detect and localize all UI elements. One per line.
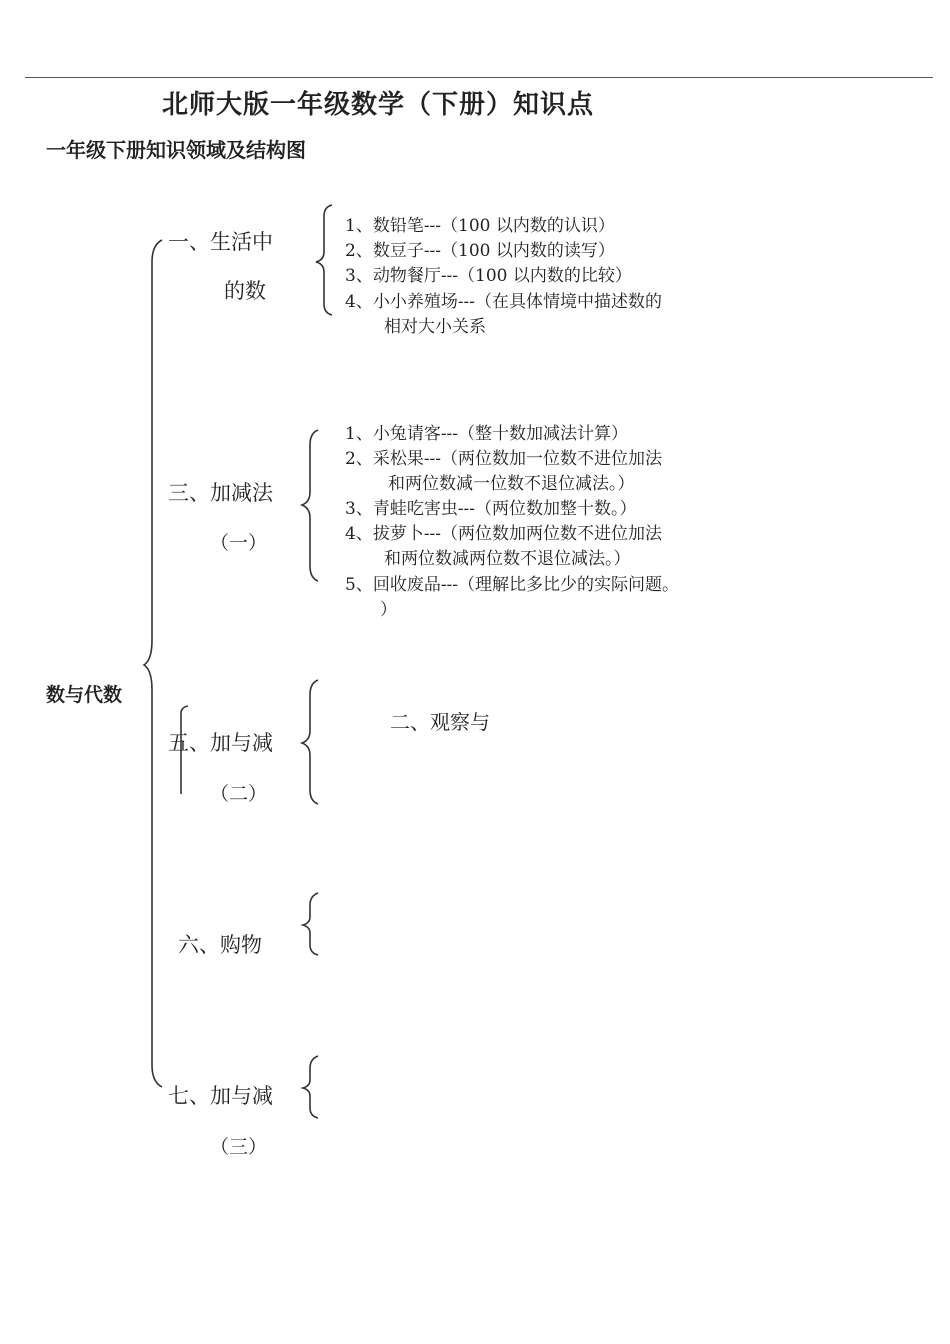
unit7-name-line1: 七、加与减	[168, 1084, 273, 1108]
unit5-side-text: 二、观察与	[390, 710, 490, 734]
unit7-brace	[303, 1056, 318, 1118]
unit3-item-1: 1、小兔请客---（整十数加减法计算）	[345, 424, 629, 444]
unit3-item-5-cont: ）	[380, 600, 397, 620]
unit6-name-line1: 六、购物	[178, 933, 262, 957]
root-brace	[144, 240, 162, 1087]
unit3-item-5: 5、回收废品---（理解比多比少的实际问题。	[345, 575, 680, 595]
unit1-name-line1: 一、生活中	[168, 230, 273, 254]
unit1-brace	[316, 205, 332, 315]
unit3-item-4: 4、拔萝卜---（两位数加两位数不进位加法	[345, 524, 663, 544]
unit3-item-3: 3、青蛙吃害虫---（两位数加整十数。）	[345, 499, 637, 519]
unit3-brace	[302, 430, 318, 581]
unit3-name-line1: 三、加减法	[168, 481, 273, 505]
unit1-item-2: 2、数豆子---（100 以内数的读写）	[345, 241, 615, 261]
unit1-item-1: 1、数铅笔---（100 以内数的认识）	[345, 216, 615, 236]
unit1-item-4-cont: 相对大小关系	[384, 317, 486, 337]
unit1-item-3: 3、动物餐厅---（100 以内数的比较）	[345, 266, 632, 286]
unit5-name-line2: （二）	[210, 783, 268, 805]
root-label: 数与代数	[46, 684, 123, 706]
unit1-name-line2: 的数	[224, 279, 266, 303]
unit5-brace	[302, 680, 318, 804]
unit1-item-4: 4、小小养殖场---（在具体情境中描述数的	[345, 292, 663, 312]
page-title: 北师大版一年级数学（下册）知识点	[162, 90, 595, 120]
unit3-item-2: 2、采松果---（两位数加一位数不进位加法	[345, 449, 663, 469]
unit6-brace	[303, 893, 318, 955]
page-subtitle: 一年级下册知识领域及结构图	[46, 138, 306, 162]
unit3-item-2-cont: 和两位数减一位数不退位减法。）	[388, 474, 635, 494]
unit3-name-line2: （一）	[210, 532, 268, 554]
unit3-item-4-cont: 和两位数减两位数不退位减法。）	[384, 549, 631, 569]
unit7-name-line2: （三）	[210, 1136, 268, 1158]
unit5-name-line1: 五、加与减	[168, 731, 273, 755]
